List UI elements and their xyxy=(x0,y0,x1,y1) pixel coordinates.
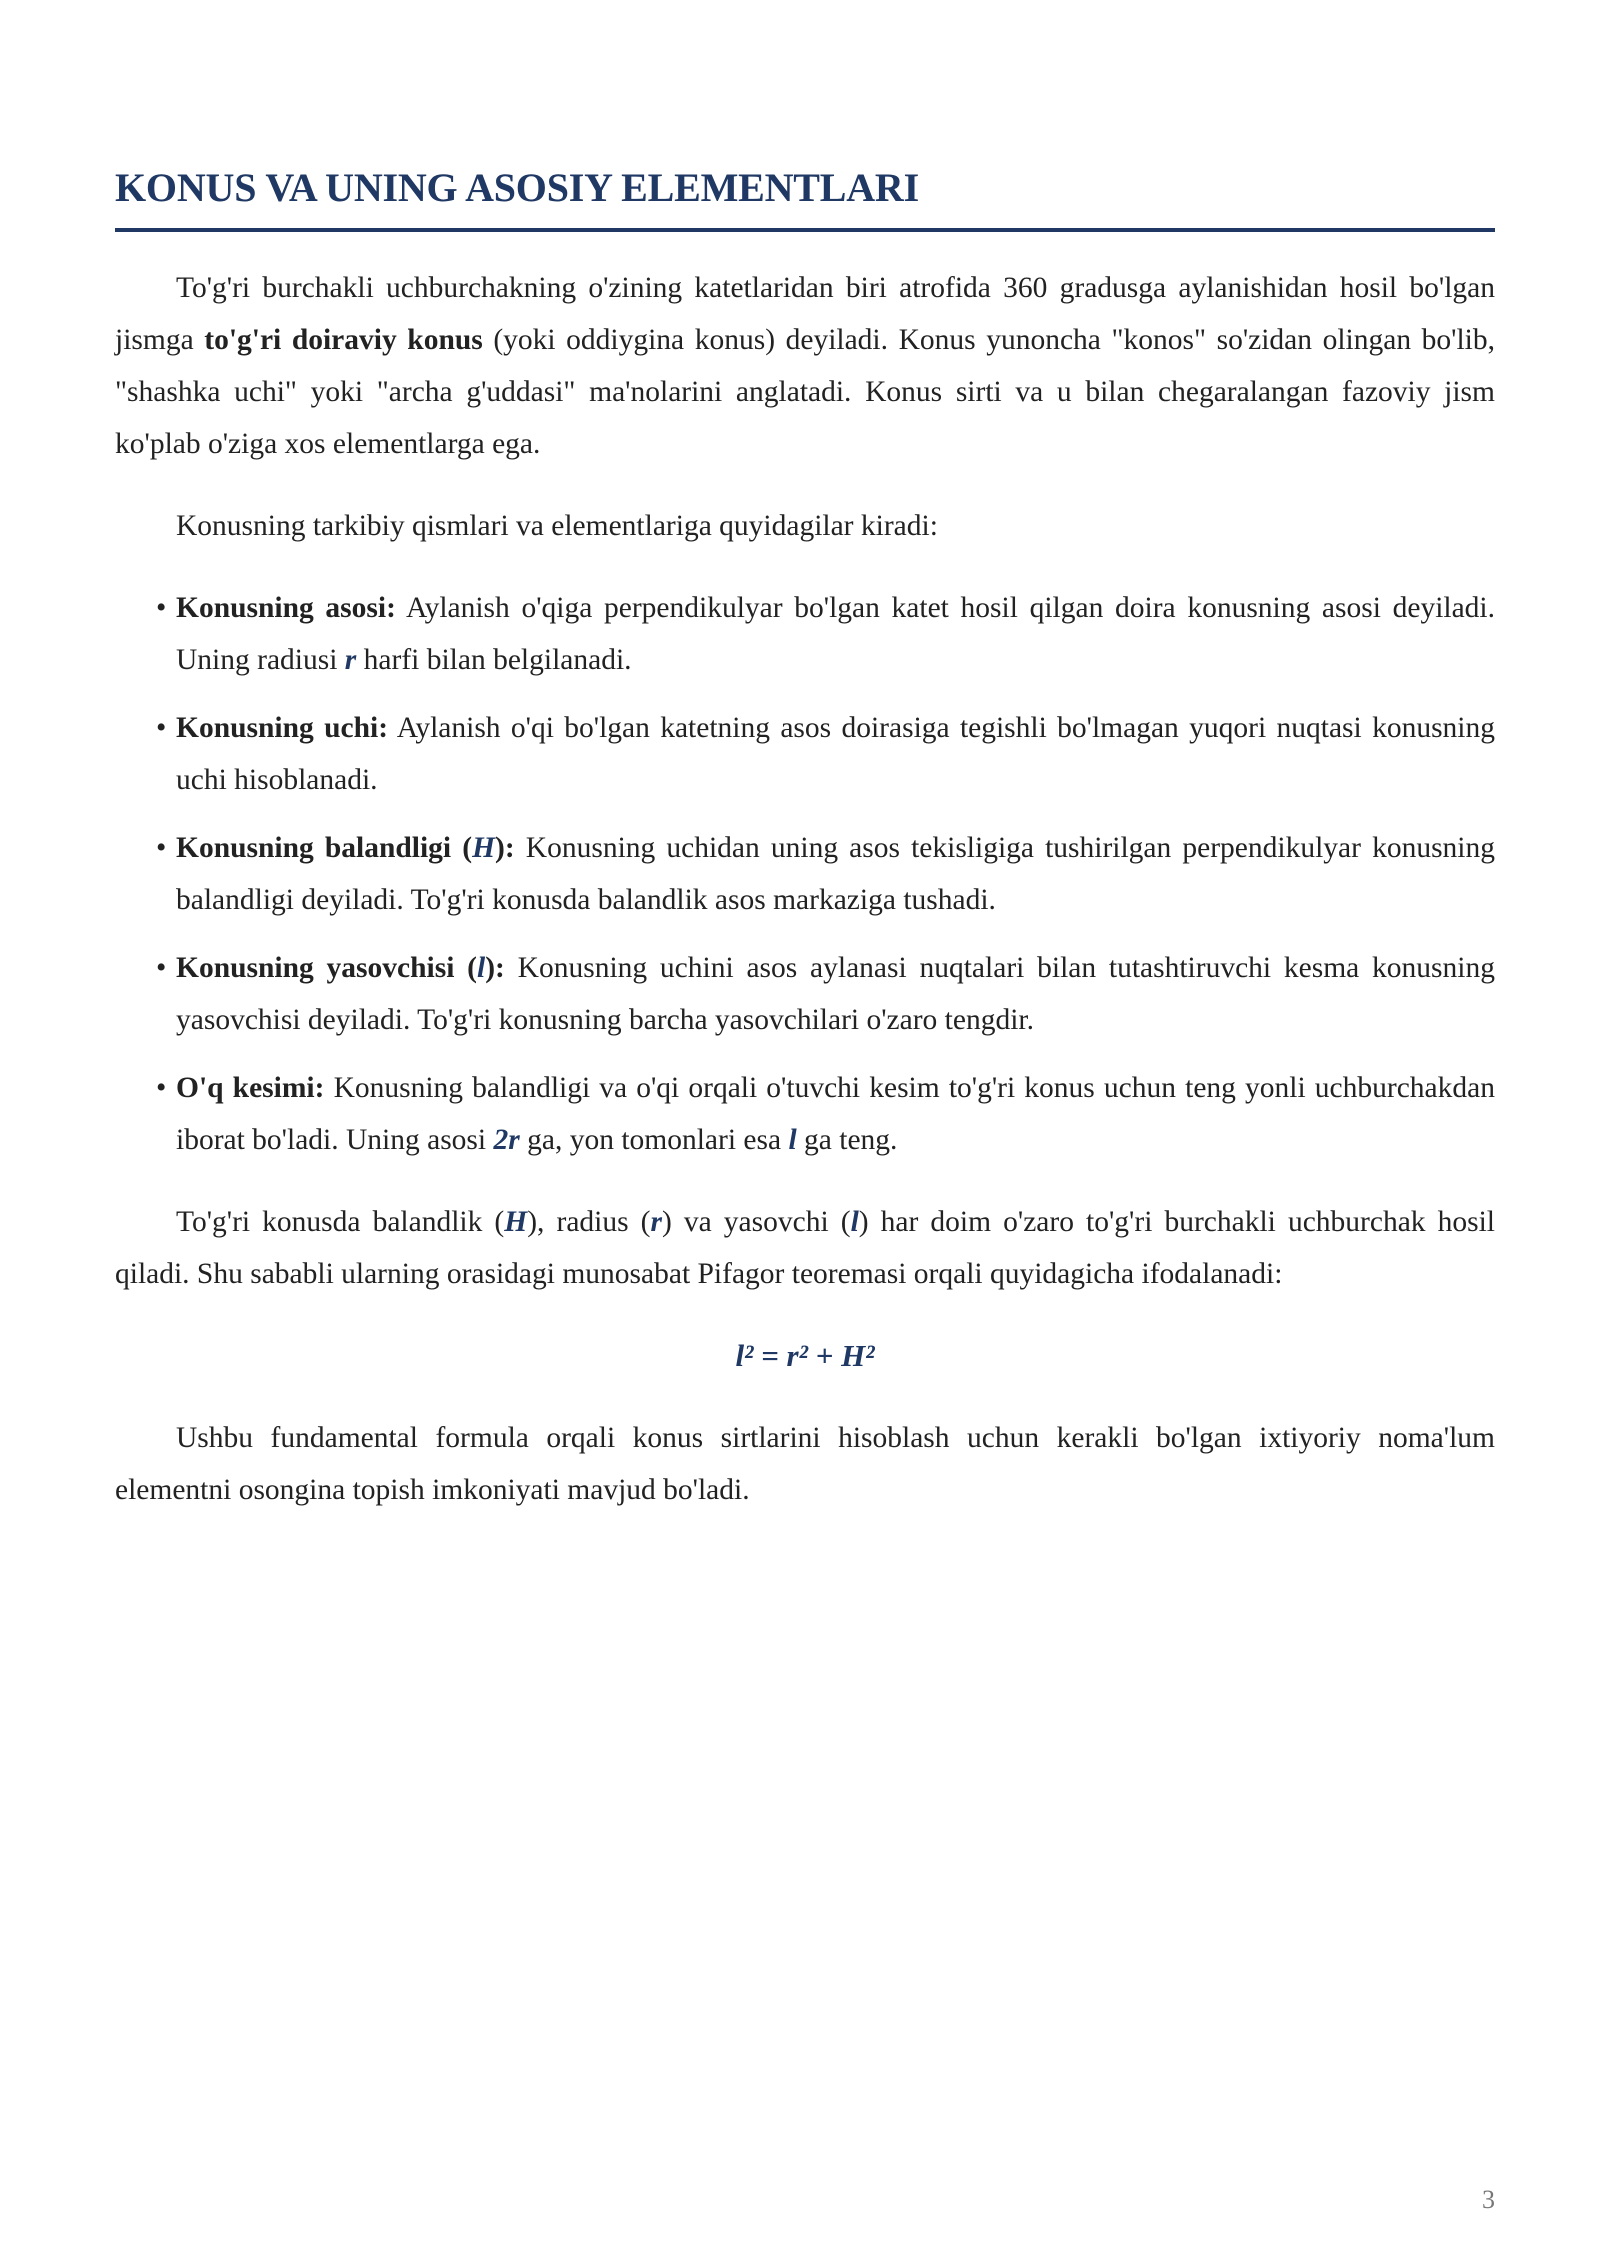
bullet: • xyxy=(156,832,167,864)
item-label xyxy=(176,952,505,984)
list-item-axial-section xyxy=(156,1062,1495,1166)
relation-text: ) va yasovchi ( xyxy=(661,1206,851,1238)
relation-text: ) har doim o'zaro to'g'ri burchakli uchburchak hosil qiladi. Shu sababli ularning orasidagi munosabat Pifagor teoremasi orqali quyidagicha ifodalanadi: xyxy=(115,1206,1495,1290)
item-label: O'q kesimi: xyxy=(176,1072,325,1104)
var-H: H xyxy=(472,832,496,864)
document-page xyxy=(115,160,1495,1516)
item-label-part: Konusning balandligi ( xyxy=(176,832,473,864)
var-l: l xyxy=(850,1206,859,1238)
var-l: l xyxy=(788,1124,797,1156)
title-underline xyxy=(115,228,1495,232)
item-label-part: ): xyxy=(495,832,515,864)
closing-paragraph: Ushbu fundamental formula orqali konus sirtlarini hisoblash uchun kerakli bo'lgan ixtiyoriy noma'lum elementni osongina topish imkoniyati mavjud bo'ladi. xyxy=(115,1422,1495,1506)
list-item-height xyxy=(156,822,1495,926)
bullet: • xyxy=(156,952,167,984)
item-text: Konusning uchidan uning asos tekisligiga tushirilgan perpendikulyar konusning balandligi deyiladi. To'g'ri konusda balandlik asos markaziga tushadi. xyxy=(176,832,1495,916)
pythagorean-formula: l² = r² + H² xyxy=(735,1338,875,1373)
list-item-generator xyxy=(156,942,1495,1046)
var-r: r xyxy=(650,1206,662,1238)
item-label-part: ): xyxy=(485,952,505,984)
item-label: Konusning uchi: xyxy=(176,712,389,744)
bullet: • xyxy=(156,1072,167,1104)
item-text: harfi bilan belgilanadi. xyxy=(356,644,632,676)
page-number: 3 xyxy=(1482,2185,1495,2214)
var-2r: 2r xyxy=(493,1124,520,1156)
bullet: • xyxy=(156,712,167,744)
item-label-part: Konusning yasovchisi ( xyxy=(176,952,478,984)
intro-text-2: (yoki oddiygina konus) deyiladi. Konus yunoncha "konos" so'zidan olingan bo'lib, "shashka uchi" yoki "archa g'uddasi" ma'nolarini anglatadi. Konus sirti va u bilan chegaralangan fazoviy jism ko'plab o'ziga xos elementlarga ega. xyxy=(115,324,1495,460)
item-label: Konusning asosi: xyxy=(176,592,396,624)
item-text: ga, yon tomonlari esa xyxy=(519,1124,789,1156)
list-item-base xyxy=(156,582,1496,686)
elements-list xyxy=(115,582,1495,1166)
item-text: Konusning balandligi va o'qi orqali o'tuvchi kesim to'g'ri konus uchun teng yonli uchburchakdan iborat bo'ladi. Uning asosi xyxy=(176,1072,1495,1156)
intro-term: to'g'ri doiraviy konus xyxy=(204,324,483,356)
item-text: Aylanish o'qi bo'lgan katetning asos doirasiga tegishli bo'lmagan yuqori nuqtasi konusning uchi hisoblanadi. xyxy=(176,712,1495,796)
relation-text: ), radius ( xyxy=(527,1206,651,1238)
item-text: ga teng. xyxy=(796,1124,898,1156)
intro-paragraph xyxy=(115,262,1495,470)
intro-text-1: To'g'ri burchakli uchburchakning o'zining katetlaridan biri atrofida 360 gradusga aylanishidan hosil bo'lgan jismga xyxy=(115,272,1495,356)
bullet: • xyxy=(156,592,167,624)
relation-text: To'g'ri konusda balandlik ( xyxy=(176,1206,505,1238)
var-H: H xyxy=(504,1206,528,1238)
page-title: KONUS VA UNING ASOSIY ELEMENTLARI xyxy=(115,165,919,210)
relation-paragraph xyxy=(115,1196,1495,1300)
var-r: r xyxy=(344,644,357,676)
var-l: l xyxy=(477,952,486,984)
list-item-apex xyxy=(156,702,1495,806)
item-label xyxy=(176,832,515,864)
item-text: Aylanish o'qiga perpendikulyar bo'lgan katet hosil qilgan doira konusning asosi deyiladi. Uning radiusi xyxy=(176,592,1496,676)
item-text: Konusning uchini asos aylanasi nuqtalari bilan tutashtiruvchi kesma konusning yasovchisi deyiladi. To'g'ri konusning barcha yasovchilari o'zaro tengdir. xyxy=(176,952,1495,1036)
lead-paragraph: Konusning tarkibiy qismlari va elementlariga quyidagilar kiradi: xyxy=(176,510,938,542)
